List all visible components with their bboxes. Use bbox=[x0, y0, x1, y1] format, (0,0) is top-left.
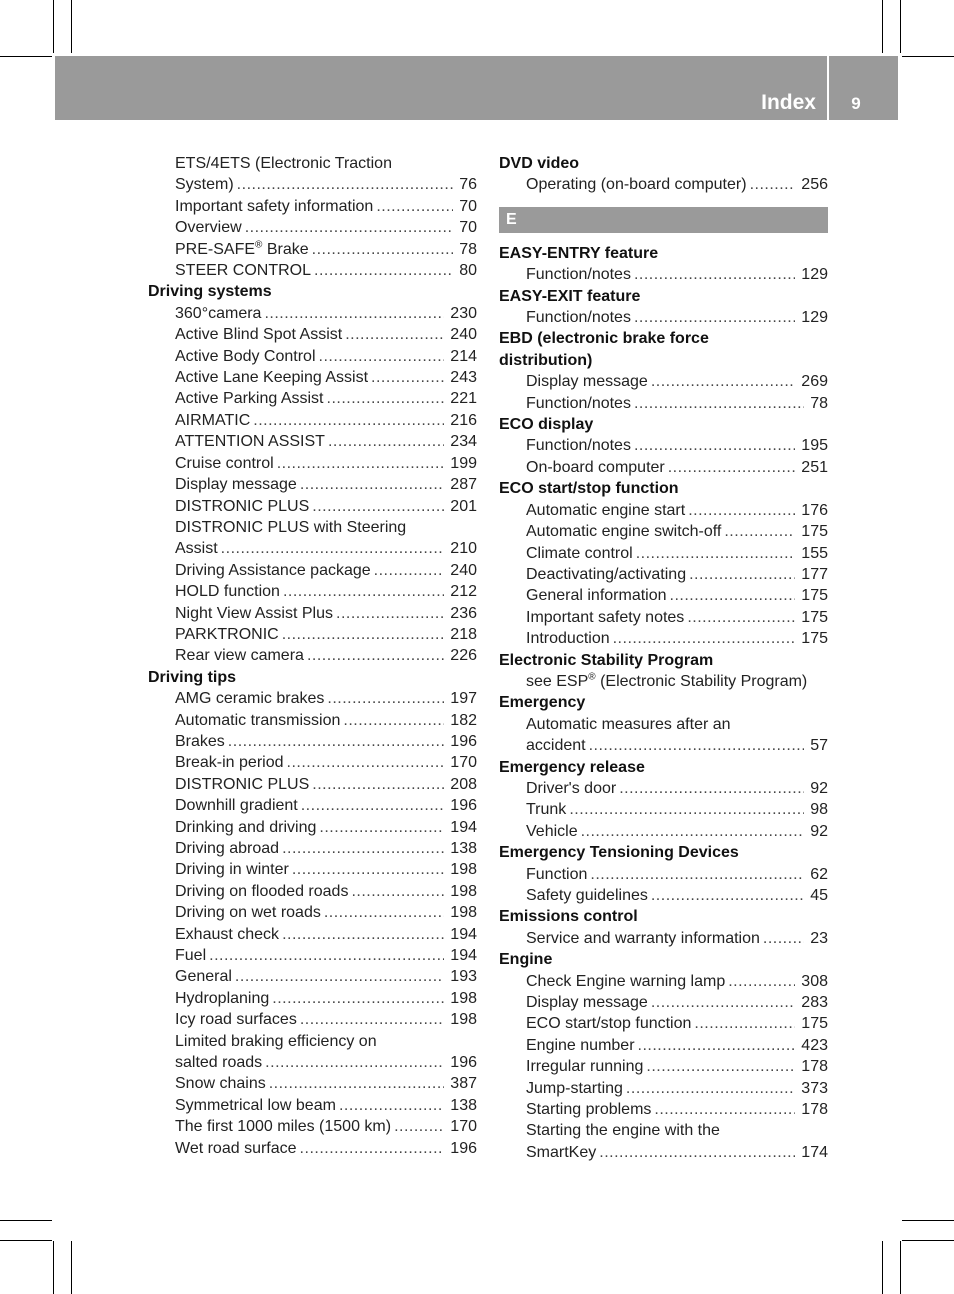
section-letter-bar: E bbox=[499, 207, 828, 233]
index-heading: Emergency bbox=[499, 694, 586, 712]
index-entry[interactable]: Rear view camera ..... 226 bbox=[175, 645, 477, 666]
index-entry[interactable]: Hydroplaning ..... 198 bbox=[175, 988, 477, 1009]
index-entry[interactable]: Jump-starting ..... 373 bbox=[526, 1078, 828, 1099]
index-entry[interactable]: Function ..... 62 bbox=[526, 864, 828, 885]
index-entry[interactable]: Vehicle ..... 92 bbox=[526, 821, 828, 842]
index-entry[interactable]: Driving in winter ..... 198 bbox=[175, 859, 477, 880]
index-heading: Driving tips bbox=[148, 668, 237, 686]
index-entry-continuation: Starting the engine with the bbox=[526, 1122, 720, 1140]
index-entry[interactable]: AIRMATIC ..... 216 bbox=[175, 410, 477, 431]
index-entry[interactable]: Break-in period ..... 170 bbox=[175, 752, 477, 773]
crop-mark bbox=[900, 0, 901, 53]
index-entry[interactable]: Snow chains ..... 387 bbox=[175, 1073, 477, 1094]
crop-mark bbox=[53, 0, 54, 53]
crop-mark bbox=[71, 1241, 72, 1294]
header-divider bbox=[827, 56, 829, 120]
index-entry[interactable]: Driver's door ..... 92 bbox=[526, 778, 828, 799]
index-entry[interactable]: Cruise control ..... 199 bbox=[175, 453, 477, 474]
index-heading: DVD video bbox=[499, 155, 580, 172]
index-entry[interactable]: Symmetrical low beam ..... 138 bbox=[175, 1095, 477, 1116]
index-heading: ECO display bbox=[499, 416, 594, 434]
index-entry[interactable]: Automatic transmission ..... 182 bbox=[175, 710, 477, 731]
index-entry[interactable]: System) ..... 76 bbox=[175, 174, 477, 195]
index-entry[interactable]: AMG ceramic brakes ..... 197 bbox=[175, 688, 477, 709]
index-entry[interactable]: Service and warranty information ..... 23 bbox=[526, 928, 828, 949]
index-entry[interactable]: Display message ..... 269 bbox=[526, 371, 828, 392]
index-entry[interactable]: DISTRONIC PLUS ..... 201 bbox=[175, 496, 477, 517]
index-entry[interactable]: Exhaust check ..... 194 bbox=[175, 924, 477, 945]
index-column-left bbox=[148, 153, 477, 1159]
index-entry[interactable]: Drinking and driving ..... 194 bbox=[175, 817, 477, 838]
index-entry[interactable]: Function/notes ..... 129 bbox=[526, 307, 828, 328]
index-entry[interactable]: On-board computer ..... 251 bbox=[526, 457, 828, 478]
index-entry[interactable]: Driving Assistance package ..... 240 bbox=[175, 560, 477, 581]
index-entry[interactable]: General information ..... 175 bbox=[526, 585, 828, 606]
index-entry[interactable]: Function/notes ..... 129 bbox=[526, 264, 828, 285]
index-entry[interactable]: Driving on flooded roads ..... 198 bbox=[175, 881, 477, 902]
index-entry[interactable]: Fuel ..... 194 bbox=[175, 945, 477, 966]
index-heading: Emergency release bbox=[499, 758, 645, 776]
index-entry[interactable]: Downhill gradient ..... 196 bbox=[175, 795, 477, 816]
index-entry[interactable]: Display message ..... 283 bbox=[526, 992, 828, 1013]
index-entry[interactable]: Climate control ..... 155 bbox=[526, 543, 828, 564]
index-entry-continuation: ETS/4ETS (Electronic Traction bbox=[175, 155, 392, 172]
index-entry[interactable]: ECO start/stop function ..... 175 bbox=[526, 1013, 828, 1034]
index-entry[interactable]: Automatic engine switch-off ..... 175 bbox=[526, 521, 828, 542]
see-reference[interactable]: see ESP® (Electronic Stability Program) bbox=[526, 671, 808, 690]
index-entry[interactable]: Wet road surface ..... 196 bbox=[175, 1138, 477, 1159]
page-title: Index bbox=[761, 91, 816, 114]
index-entry[interactable]: salted roads ..... 196 bbox=[175, 1052, 477, 1073]
index-entry[interactable]: Icy road surfaces ..... 198 bbox=[175, 1009, 477, 1030]
index-entry[interactable]: 360°camera ..... 230 bbox=[175, 303, 477, 324]
index-heading: Emergency Tensioning Devices bbox=[499, 844, 739, 862]
crop-mark bbox=[902, 1240, 954, 1241]
index-entry[interactable]: SmartKey ..... 174 bbox=[526, 1142, 828, 1163]
crop-mark bbox=[53, 1241, 54, 1294]
index-heading: EASY-EXIT feature bbox=[499, 287, 641, 305]
index-entry[interactable]: Function/notes ..... 78 bbox=[526, 393, 828, 414]
crop-mark bbox=[882, 0, 883, 53]
crop-mark bbox=[902, 1220, 954, 1221]
index-entry[interactable]: PRE-SAFE® Brake ..... 78 bbox=[175, 239, 477, 260]
index-heading: distribution) bbox=[499, 351, 593, 369]
crop-mark bbox=[900, 1241, 901, 1294]
index-entry[interactable]: Safety guidelines ..... 45 bbox=[526, 885, 828, 906]
index-entry[interactable]: Assist ..... 210 bbox=[175, 538, 477, 559]
index-entry[interactable]: Operating (on-board computer) ..... 256 bbox=[526, 174, 828, 195]
index-entry[interactable]: Active Blind Spot Assist ..... 240 bbox=[175, 324, 477, 345]
index-heading: Emissions control bbox=[499, 908, 638, 926]
index-entry[interactable]: accident ..... 57 bbox=[526, 735, 828, 756]
index-entry[interactable]: The first 1000 miles (1500 km) ..... 170 bbox=[175, 1116, 477, 1137]
index-entry[interactable]: Starting problems ..... 178 bbox=[526, 1099, 828, 1120]
crop-mark bbox=[71, 0, 72, 53]
index-entry-continuation: DISTRONIC PLUS with Steering bbox=[175, 518, 407, 536]
crop-mark bbox=[902, 56, 954, 57]
index-entry[interactable]: Important safety notes ..... 175 bbox=[526, 607, 828, 628]
index-entry[interactable]: Overview ..... 70 bbox=[175, 217, 477, 238]
index-entry[interactable]: Driving on wet roads ..... 198 bbox=[175, 902, 477, 923]
index-entry[interactable]: Function/notes ..... 195 bbox=[526, 435, 828, 456]
index-entry[interactable]: Automatic engine start ..... 176 bbox=[526, 500, 828, 521]
index-entry[interactable]: Introduction ..... 175 bbox=[526, 628, 828, 649]
index-column-right bbox=[499, 153, 828, 1163]
index-entry[interactable]: Irregular running ..... 178 bbox=[526, 1056, 828, 1077]
index-entry[interactable]: Check Engine warning lamp ..... 308 bbox=[526, 971, 828, 992]
index-entry[interactable]: DISTRONIC PLUS ..... 208 bbox=[175, 774, 477, 795]
crop-mark bbox=[0, 1240, 52, 1241]
index-entry[interactable]: Night View Assist Plus ..... 236 bbox=[175, 603, 477, 624]
index-entry[interactable]: PARKTRONIC ..... 218 bbox=[175, 624, 477, 645]
index-entry-continuation: Automatic measures after an bbox=[526, 715, 731, 733]
index-entry[interactable]: Brakes ..... 196 bbox=[175, 731, 477, 752]
index-heading: EASY-ENTRY feature bbox=[499, 244, 659, 262]
index-heading: Electronic Stability Program bbox=[499, 651, 714, 669]
page-number: 9 bbox=[851, 94, 861, 113]
index-heading: Driving systems bbox=[148, 283, 272, 301]
crop-mark bbox=[0, 1220, 52, 1221]
index-entry[interactable]: Engine number ..... 423 bbox=[526, 1035, 828, 1056]
index-entry[interactable]: HOLD function ..... 212 bbox=[175, 581, 477, 602]
index-entry-continuation: Limited braking efficiency on bbox=[175, 1032, 377, 1050]
index-entry[interactable]: Important safety information ..... 70 bbox=[175, 196, 477, 217]
index-entry[interactable]: Deactivating/activating ..... 177 bbox=[526, 564, 828, 585]
crop-mark bbox=[882, 1241, 883, 1294]
index-entry[interactable]: Driving abroad ..... 138 bbox=[175, 838, 477, 859]
index-entry[interactable]: Active Lane Keeping Assist ..... 243 bbox=[175, 367, 477, 388]
index-entry[interactable]: General ..... 193 bbox=[175, 966, 477, 987]
index-entry[interactable]: Trunk ..... 98 bbox=[526, 799, 828, 820]
index-entry[interactable]: Active Body Control ..... 214 bbox=[175, 346, 477, 367]
index-heading: EBD (electronic brake force bbox=[499, 330, 709, 348]
index-heading: Engine bbox=[499, 951, 553, 969]
index-entry[interactable]: ATTENTION ASSIST ..... 234 bbox=[175, 431, 477, 452]
index-entry[interactable]: Active Parking Assist ..... 221 bbox=[175, 388, 477, 409]
index-heading: ECO start/stop function bbox=[499, 480, 679, 498]
index-entry[interactable]: STEER CONTROL ..... 80 bbox=[175, 260, 477, 281]
index-entry[interactable]: Display message ..... 287 bbox=[175, 474, 477, 495]
crop-mark bbox=[0, 56, 52, 57]
